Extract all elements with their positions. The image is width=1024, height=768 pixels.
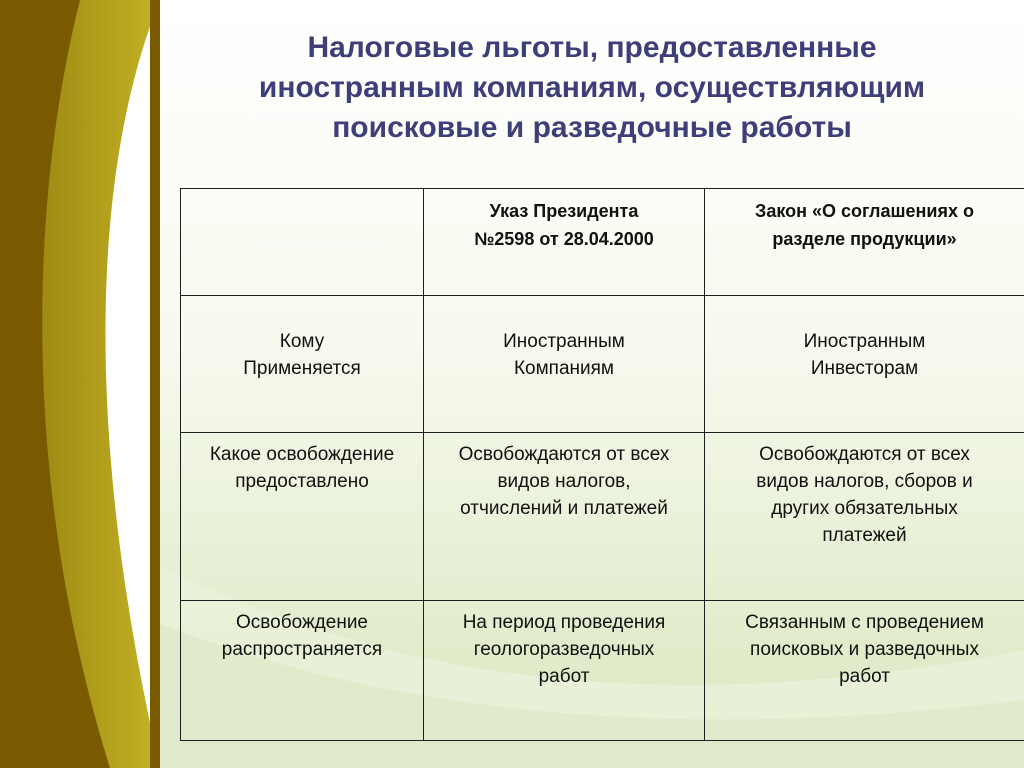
benefits-table (180, 188, 1024, 741)
cell-decree-scope: На период проведения геологоразведочных работ (424, 601, 705, 741)
cell-law-scope: Связанным с проведением поисковых и разведочных работ (705, 601, 1024, 741)
slide-title (160, 28, 1024, 148)
cell-decree-applies-to: Иностранным Компаниям (424, 296, 705, 433)
header-cell-law: Закон «О соглашениях о разделе продукции» (705, 189, 1024, 296)
cell-law-exemption: Освобождаются от всех видов налогов, сборов и других обязательных платежей (705, 433, 1024, 601)
row-label-exemption: Какое освобождение предоставлено (181, 433, 424, 601)
title-line-2: иностранным компаниям, осуществляющим (258, 71, 926, 104)
header-cell-decree: Указ Президента №2598 от 28.04.2000 (424, 189, 705, 296)
table-row (181, 601, 1024, 741)
title-line-3: поисковые и разведочные работы (332, 111, 852, 144)
table-header-row (181, 189, 1024, 296)
band-edge (150, 0, 160, 768)
row-label-scope: Освобождение распространяется (181, 601, 424, 741)
cell-decree-exemption: Освобождаются от всех видов налогов, отчислений и платежей (424, 433, 705, 601)
header-cell-empty (181, 189, 424, 296)
title-line-1: Налоговые льготы, предоставленные (307, 31, 877, 64)
cell-law-applies-to: Иностранным Инвесторам (705, 296, 1024, 433)
table-row (181, 433, 1024, 601)
row-label-applies-to: Кому Применяется (181, 296, 424, 433)
table-row (181, 296, 1024, 433)
